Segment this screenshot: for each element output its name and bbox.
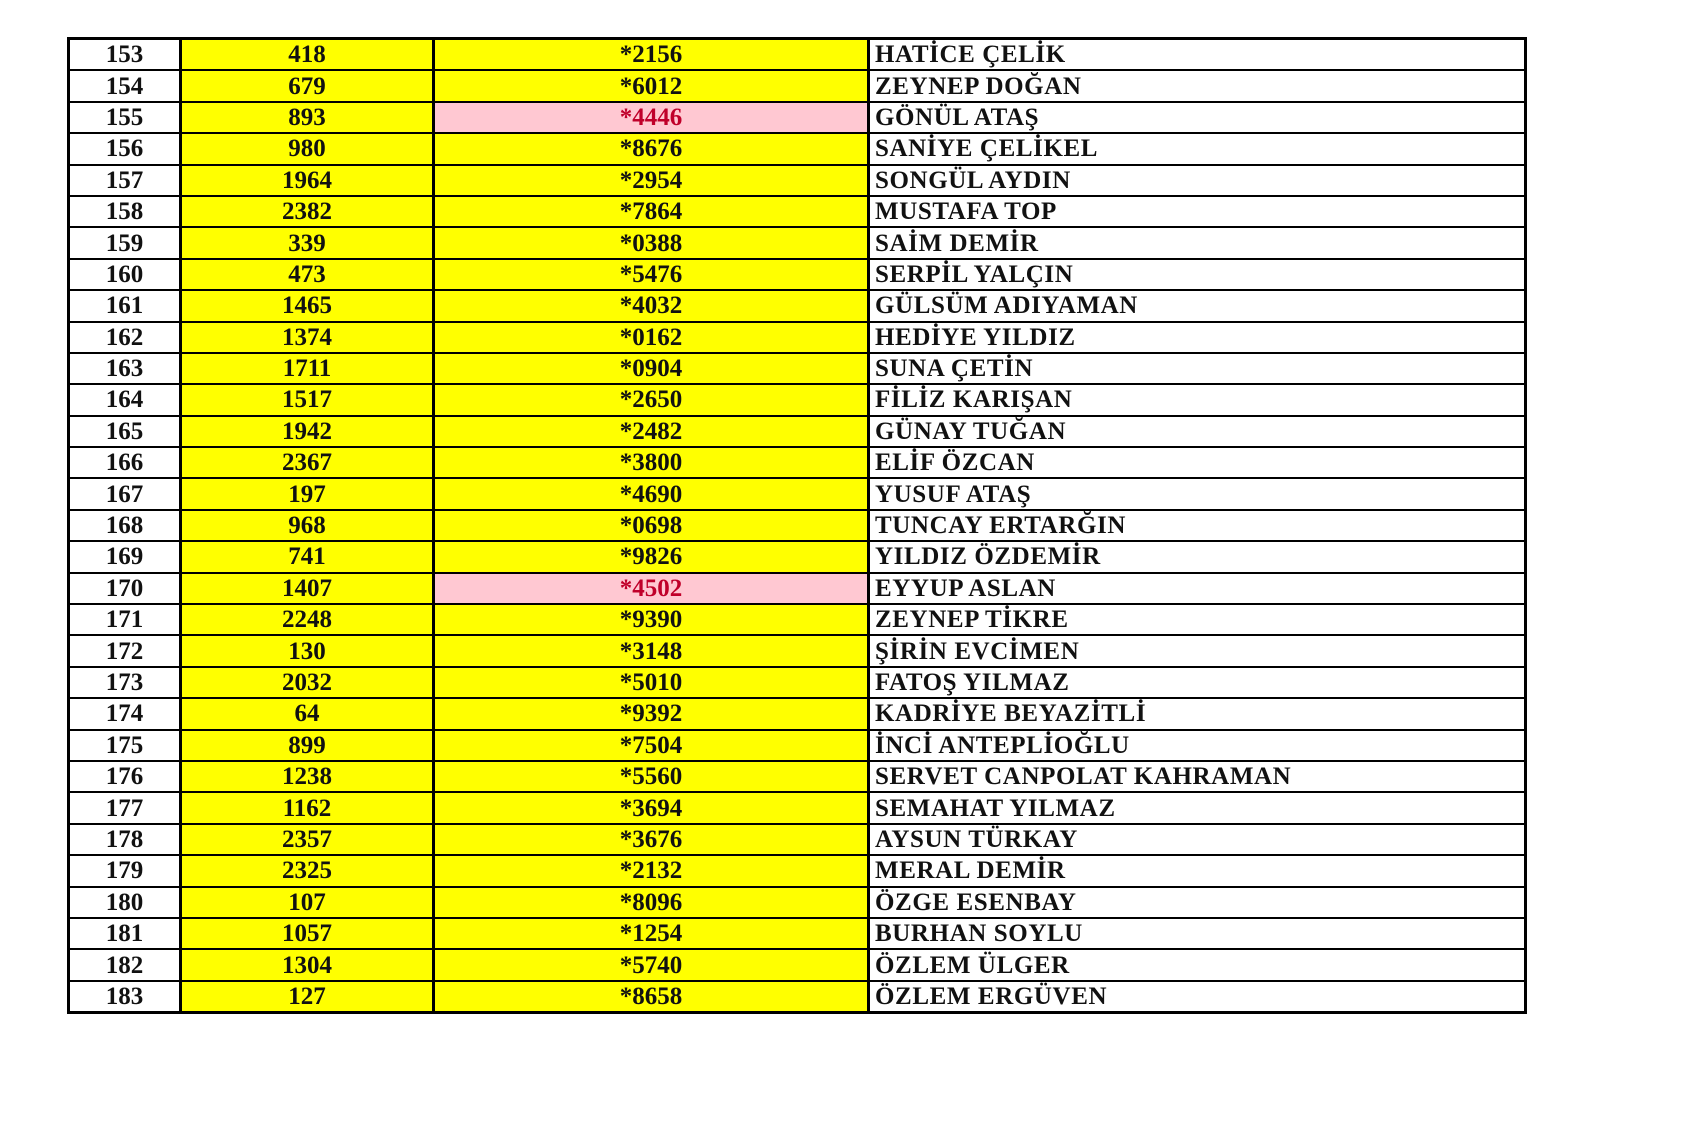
masked-id-cell: *3148 xyxy=(434,635,869,666)
full-name-cell: SAİM DEMİR xyxy=(869,227,1526,258)
masked-id-cell: *7864 xyxy=(434,196,869,227)
table-row xyxy=(69,604,1526,635)
reference-number-cell: 893 xyxy=(181,102,434,133)
row-number-cell: 179 xyxy=(69,855,181,886)
table-row xyxy=(69,541,1526,572)
full-name-cell: KADRİYE BEYAZİTLİ xyxy=(869,698,1526,729)
full-name-cell: SERVET CANPOLAT KAHRAMAN xyxy=(869,761,1526,792)
reference-number-cell: 2248 xyxy=(181,604,434,635)
reference-number-cell: 197 xyxy=(181,478,434,509)
masked-id-cell: *0162 xyxy=(434,322,869,353)
masked-id-cell: *8658 xyxy=(434,981,869,1013)
reference-number-cell: 64 xyxy=(181,698,434,729)
full-name-cell: AYSUN TÜRKAY xyxy=(869,824,1526,855)
table-row xyxy=(69,133,1526,164)
reference-number-cell: 1964 xyxy=(181,165,434,196)
row-number-cell: 154 xyxy=(69,70,181,101)
table-row xyxy=(69,761,1526,792)
row-number-cell: 174 xyxy=(69,698,181,729)
reference-number-cell: 1517 xyxy=(181,384,434,415)
full-name-cell: YUSUF ATAŞ xyxy=(869,478,1526,509)
table-row xyxy=(69,447,1526,478)
reference-number-cell: 107 xyxy=(181,887,434,918)
full-name-cell: SUNA ÇETİN xyxy=(869,353,1526,384)
row-number-cell: 163 xyxy=(69,353,181,384)
table-row xyxy=(69,259,1526,290)
masked-id-cell: *4690 xyxy=(434,478,869,509)
table-row xyxy=(69,573,1526,604)
masked-id-cell: *1254 xyxy=(434,918,869,949)
full-name-cell: SERPİL YALÇIN xyxy=(869,259,1526,290)
row-number-cell: 182 xyxy=(69,949,181,980)
row-number-cell: 159 xyxy=(69,227,181,258)
masked-id-cell: *2482 xyxy=(434,416,869,447)
reference-number-cell: 339 xyxy=(181,227,434,258)
masked-id-cell: *6012 xyxy=(434,70,869,101)
masked-id-cell: *3800 xyxy=(434,447,869,478)
row-number-cell: 156 xyxy=(69,133,181,164)
reference-number-cell: 2382 xyxy=(181,196,434,227)
row-number-cell: 176 xyxy=(69,761,181,792)
row-number-cell: 172 xyxy=(69,635,181,666)
full-name-cell: ELİF ÖZCAN xyxy=(869,447,1526,478)
masked-id-cell: *5560 xyxy=(434,761,869,792)
reference-number-cell: 1465 xyxy=(181,290,434,321)
full-name-cell: ŞİRİN EVCİMEN xyxy=(869,635,1526,666)
full-name-cell: ZEYNEP DOĞAN xyxy=(869,70,1526,101)
table-row xyxy=(69,416,1526,447)
table-row xyxy=(69,196,1526,227)
table-row xyxy=(69,981,1526,1013)
masked-id-cell: *9826 xyxy=(434,541,869,572)
masked-id-cell: *0698 xyxy=(434,510,869,541)
reference-number-cell: 980 xyxy=(181,133,434,164)
row-number-cell: 173 xyxy=(69,667,181,698)
table-row xyxy=(69,824,1526,855)
row-number-cell: 157 xyxy=(69,165,181,196)
row-number-cell: 175 xyxy=(69,730,181,761)
full-name-cell: HATİCE ÇELİK xyxy=(869,39,1526,71)
reference-number-cell: 1407 xyxy=(181,573,434,604)
full-name-cell: SONGÜL AYDIN xyxy=(869,165,1526,196)
reference-number-cell: 679 xyxy=(181,70,434,101)
table-row xyxy=(69,290,1526,321)
masked-id-cell: *5476 xyxy=(434,259,869,290)
row-number-cell: 164 xyxy=(69,384,181,415)
table-row xyxy=(69,322,1526,353)
full-name-cell: MUSTAFA TOP xyxy=(869,196,1526,227)
row-number-cell: 169 xyxy=(69,541,181,572)
table-row xyxy=(69,667,1526,698)
full-name-cell: HEDİYE YILDIZ xyxy=(869,322,1526,353)
table-row xyxy=(69,384,1526,415)
masked-id-cell: *9390 xyxy=(434,604,869,635)
reference-number-cell: 1057 xyxy=(181,918,434,949)
full-name-cell: ZEYNEP TİKRE xyxy=(869,604,1526,635)
reference-number-cell: 1238 xyxy=(181,761,434,792)
table-row xyxy=(69,70,1526,101)
row-number-cell: 178 xyxy=(69,824,181,855)
masked-id-cell: *5740 xyxy=(434,949,869,980)
row-number-cell: 158 xyxy=(69,196,181,227)
full-name-cell: GÜNAY TUĞAN xyxy=(869,416,1526,447)
reference-number-cell: 2367 xyxy=(181,447,434,478)
masked-id-cell: *7504 xyxy=(434,730,869,761)
full-name-cell: İNCİ ANTEPLİOĞLU xyxy=(869,730,1526,761)
masked-id-cell: *0388 xyxy=(434,227,869,258)
table-row xyxy=(69,510,1526,541)
reference-number-cell: 2032 xyxy=(181,667,434,698)
full-name-cell: YILDIZ ÖZDEMİR xyxy=(869,541,1526,572)
reference-number-cell: 1162 xyxy=(181,792,434,823)
row-number-cell: 181 xyxy=(69,918,181,949)
table-row xyxy=(69,949,1526,980)
masked-id-cell: *0904 xyxy=(434,353,869,384)
masked-id-cell: *3694 xyxy=(434,792,869,823)
masked-id-cell: *2156 xyxy=(434,39,869,71)
row-number-cell: 155 xyxy=(69,102,181,133)
reference-number-cell: 1374 xyxy=(181,322,434,353)
full-name-cell: GÖNÜL ATAŞ xyxy=(869,102,1526,133)
table-row xyxy=(69,887,1526,918)
row-number-cell: 153 xyxy=(69,39,181,71)
masked-id-cell: *4032 xyxy=(434,290,869,321)
row-number-cell: 183 xyxy=(69,981,181,1013)
table-row xyxy=(69,227,1526,258)
row-number-cell: 171 xyxy=(69,604,181,635)
row-number-cell: 162 xyxy=(69,322,181,353)
reference-number-cell: 473 xyxy=(181,259,434,290)
row-number-cell: 167 xyxy=(69,478,181,509)
masked-id-cell: *8096 xyxy=(434,887,869,918)
row-number-cell: 168 xyxy=(69,510,181,541)
table-row xyxy=(69,635,1526,666)
results-table xyxy=(67,37,1527,1014)
reference-number-cell: 127 xyxy=(181,981,434,1013)
full-name-cell: ÖZLEM ERGÜVEN xyxy=(869,981,1526,1013)
row-number-cell: 170 xyxy=(69,573,181,604)
full-name-cell: GÜLSÜM ADIYAMAN xyxy=(869,290,1526,321)
table-row xyxy=(69,39,1526,71)
table-row xyxy=(69,102,1526,133)
masked-id-cell: *2650 xyxy=(434,384,869,415)
results-table-body xyxy=(69,39,1526,1013)
row-number-cell: 166 xyxy=(69,447,181,478)
full-name-cell: SEMAHAT YILMAZ xyxy=(869,792,1526,823)
table-row xyxy=(69,792,1526,823)
full-name-cell: BURHAN SOYLU xyxy=(869,918,1526,949)
reference-number-cell: 1304 xyxy=(181,949,434,980)
masked-id-cell: *9392 xyxy=(434,698,869,729)
row-number-cell: 177 xyxy=(69,792,181,823)
full-name-cell: ÖZLEM ÜLGER xyxy=(869,949,1526,980)
row-number-cell: 160 xyxy=(69,259,181,290)
table-row xyxy=(69,855,1526,886)
table-row xyxy=(69,918,1526,949)
reference-number-cell: 2357 xyxy=(181,824,434,855)
reference-number-cell: 1942 xyxy=(181,416,434,447)
table-row xyxy=(69,730,1526,761)
table-row xyxy=(69,478,1526,509)
masked-id-cell: *8676 xyxy=(434,133,869,164)
reference-number-cell: 741 xyxy=(181,541,434,572)
masked-id-cell: *2132 xyxy=(434,855,869,886)
full-name-cell: FİLİZ KARIŞAN xyxy=(869,384,1526,415)
full-name-cell: EYYUP ASLAN xyxy=(869,573,1526,604)
full-name-cell: TUNCAY ERTARĞIN xyxy=(869,510,1526,541)
reference-number-cell: 2325 xyxy=(181,855,434,886)
reference-number-cell: 418 xyxy=(181,39,434,71)
full-name-cell: ÖZGE ESENBAY xyxy=(869,887,1526,918)
full-name-cell: SANİYE ÇELİKEL xyxy=(869,133,1526,164)
masked-id-cell: *5010 xyxy=(434,667,869,698)
masked-id-cell: *2954 xyxy=(434,165,869,196)
reference-number-cell: 130 xyxy=(181,635,434,666)
masked-id-cell: *3676 xyxy=(434,824,869,855)
full-name-cell: MERAL DEMİR xyxy=(869,855,1526,886)
table-row xyxy=(69,165,1526,196)
table-row xyxy=(69,698,1526,729)
row-number-cell: 165 xyxy=(69,416,181,447)
full-name-cell: FATOŞ YILMAZ xyxy=(869,667,1526,698)
masked-id-cell: *4502 xyxy=(434,573,869,604)
reference-number-cell: 968 xyxy=(181,510,434,541)
reference-number-cell: 1711 xyxy=(181,353,434,384)
reference-number-cell: 899 xyxy=(181,730,434,761)
masked-id-cell: *4446 xyxy=(434,102,869,133)
row-number-cell: 161 xyxy=(69,290,181,321)
row-number-cell: 180 xyxy=(69,887,181,918)
table-row xyxy=(69,353,1526,384)
